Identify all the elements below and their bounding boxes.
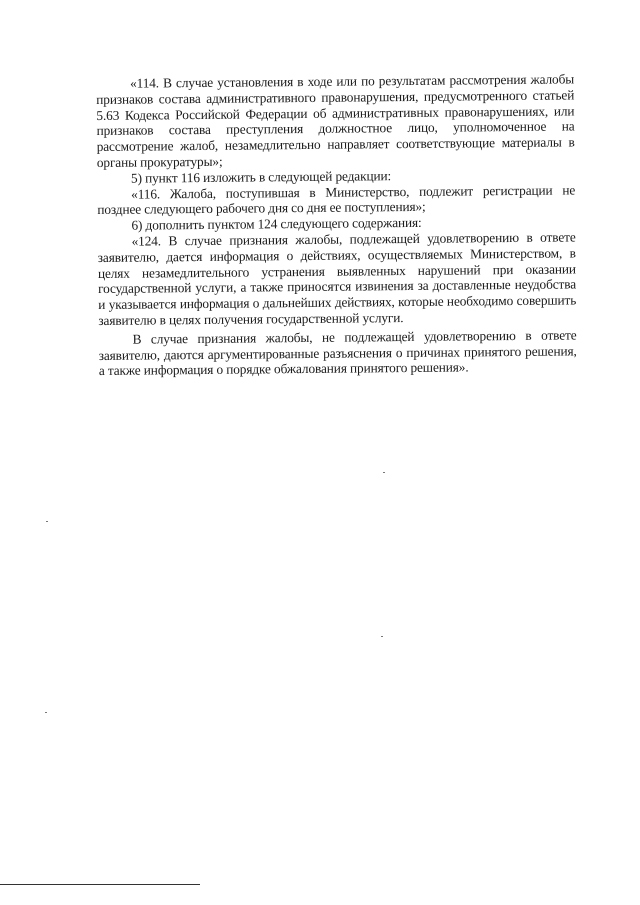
paragraph-item-116: «116. Жалоба, поступившая в Министерство, подлежит регистрации не позднее следующего рабочего дня со дня ее поступления»; xyxy=(97,181,576,218)
scan-speck xyxy=(46,521,48,522)
paragraph-point-6: 6) дополнить пунктом 124 следующего содержания: xyxy=(131,215,422,233)
paragraph-item-124: «124. В случае признания жалобы, подлежащей удовлетворению в ответе заявителю, дается информация о действиях, осуществляемых Министерством, в целях незамедлительного устранения выявленных нарушений при оказании государственной услуги, а также приносятся извинения за доставленные неудобства и указывается информация о дальнейших действиях, которые необходимо совершить заявителю в целях получения государственной услуги. xyxy=(97,229,577,328)
scan-speck xyxy=(45,712,47,713)
footer-rule xyxy=(0,884,200,885)
scan-speck xyxy=(383,472,385,473)
scan-speck xyxy=(381,636,383,637)
paragraph-rejection-case: В случае признания жалобы, не подлежащей удовлетворению в ответе заявителю, даются аргументированные разъяснения о причинах принятого решения, а также информация о порядке обжалования принятого решения». xyxy=(98,327,577,379)
paragraph-point-5: 5) пункт 116 изложить в следующей редакции: xyxy=(130,167,392,186)
paragraph-item-114: «114. В случае установления в ходе или по результатам рассмотрения жалобы признаков состава административного правонарушения, предусмотренного статьей 5.63 Кодекса Российской Федерации об административных правонарушениях, или признаков состава преступления должностное лицо, уполномоченное на рассмотрение жалоб, незамедлительно направляет соответствующие материалы в органы прокуратуры»; xyxy=(96,71,575,170)
document-body xyxy=(96,71,577,379)
